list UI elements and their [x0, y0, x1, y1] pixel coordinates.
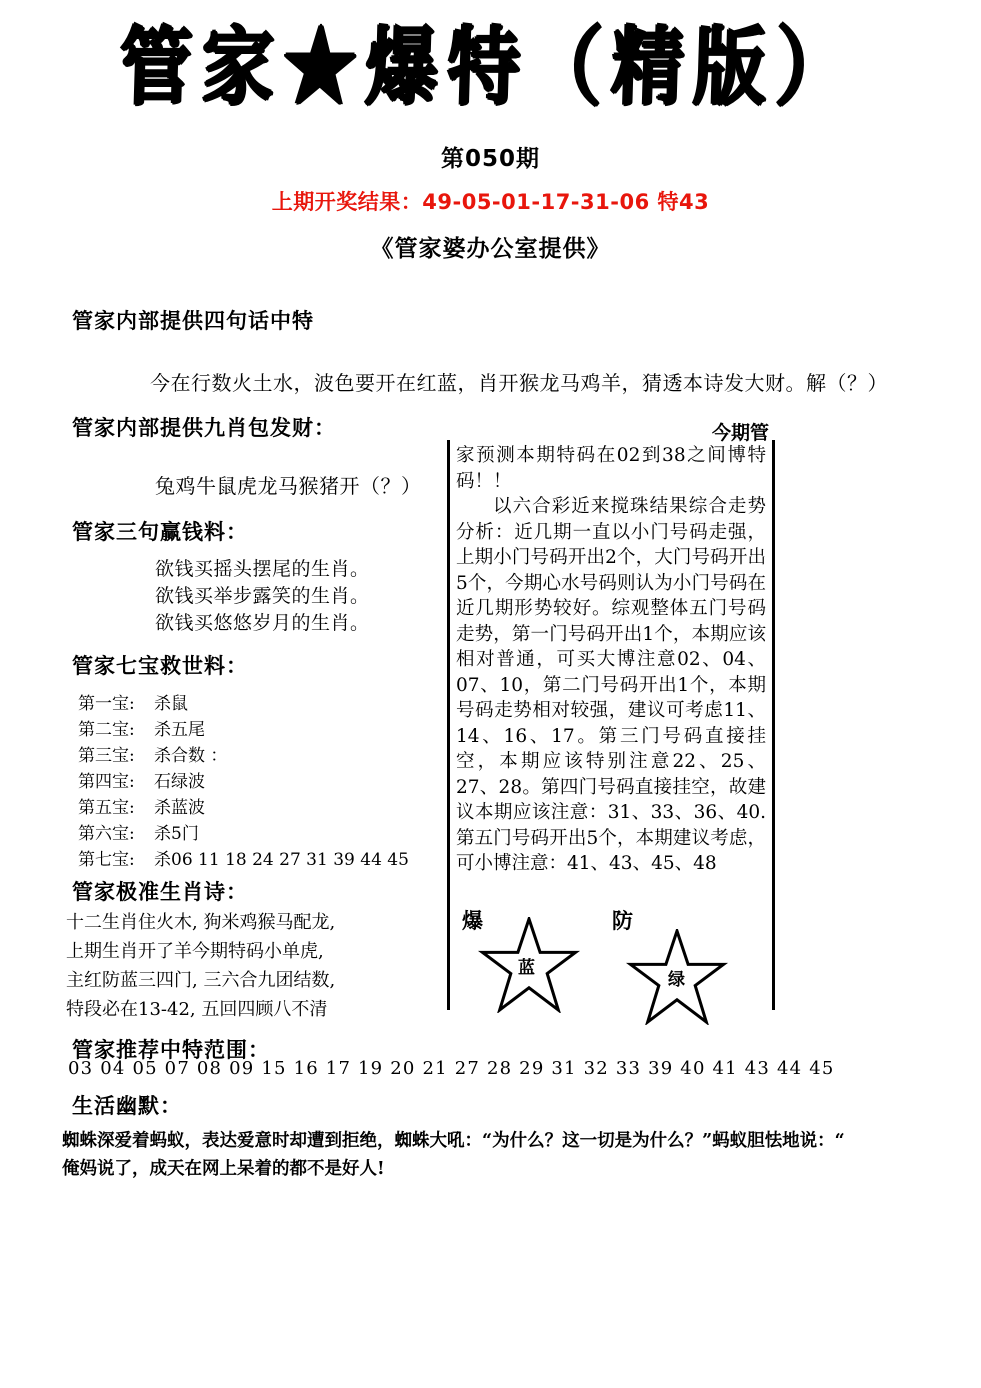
star-inner-label-blue: 蓝	[518, 958, 535, 978]
three-sentence-line: 欲钱买举步露笑的生肖。	[155, 585, 370, 607]
treasure-value: 杀06 11 18 24 27 31 39 44 45	[154, 850, 409, 870]
analysis-paragraph-2: 以六合彩近来搅珠结果综合走势分析：近几期一直以小门号码走强，上期小门号码开出2个，大门号码开出5个，今期心水号码则认为小门号码在近几期形势较好。综观整体五门号码走势，第一门号码开出1个，本期应该相对普通，可买大博注意02、04、07、10，第二门号码开出1个，本期号码走势相对较强，建议可考虑11、14、16、17。第三门号码直接挂空，本期应该特别注意22、25、27、28。第四门号码直接挂空，故建议本期应该注意：31、33、36、40. 第五门号码开出5个，本期建议考虑，可小博注意：41、43、45、48	[456, 496, 766, 874]
treasure-label: 第一宝:	[78, 694, 135, 714]
section-heading-humor: 生活幽默：	[72, 1093, 182, 1118]
treasure-row	[78, 793, 205, 818]
treasure-row	[78, 845, 409, 870]
analysis-paragraph-1: 家预测本期特码在02到38之间博特码！！	[456, 445, 766, 492]
treasure-label: 第六宝:	[78, 824, 135, 844]
section-heading-seven-treasure: 管家七宝救世料：	[72, 653, 248, 678]
zodiac-poem-line: 上期生肖开了羊今期特码小单虎,	[66, 941, 324, 962]
treasure-label: 第二宝:	[78, 720, 135, 740]
office-attribution: 《管家婆办公室提供》	[370, 235, 611, 262]
treasure-value: 杀五尾	[154, 720, 205, 740]
analysis-body	[452, 443, 770, 877]
treasure-row	[78, 767, 205, 792]
section-heading-recommend-range: 管家推荐中特范围：	[72, 1037, 270, 1062]
analysis-lead-text: 今期管	[711, 422, 769, 444]
masthead	[0, 16, 981, 117]
three-sentence-line: 欲钱买悠悠岁月的生肖。	[155, 612, 370, 634]
treasure-label: 第三宝:	[78, 746, 135, 766]
previous-draw-result: 上期开奖结果：49-05-01-17-31-06 特43	[271, 190, 710, 214]
treasure-row	[78, 715, 205, 740]
treasure-value: 杀5门	[154, 824, 199, 844]
star-label-fang: 防	[612, 908, 633, 933]
treasure-row	[78, 689, 188, 714]
treasure-row	[78, 741, 227, 766]
nine-zodiac-line: 兔鸡牛鼠虎龙马猴猪开（？）	[155, 474, 422, 498]
four-sentence-poem: 今在行数火土水，波色要开在红蓝，肖开猴龙马鸡羊，猜透本诗发大财。解（？）	[150, 371, 888, 395]
treasure-value: 杀合数 ：	[154, 746, 228, 766]
zodiac-poem-line: 特段必在13-42, 五回四顾八不清	[66, 999, 328, 1020]
three-sentence-line: 欲钱买摇头摆尾的生肖。	[155, 558, 370, 580]
treasure-label: 第七宝:	[78, 850, 135, 870]
treasure-value: 石绿波	[154, 772, 205, 792]
humor-line: 俺妈说了，成天在网上呆着的都不是好人!	[62, 1159, 385, 1179]
treasure-row	[78, 819, 199, 844]
issue-number: 第050期	[440, 146, 540, 172]
stars-graphic	[452, 903, 772, 1013]
treasure-value: 杀鼠	[154, 694, 188, 714]
zodiac-poem-line: 主红防蓝三四门, 三六合九团结数,	[66, 970, 336, 991]
section-heading-nine-zodiac: 管家内部提供九肖包发财：	[72, 415, 336, 440]
section-heading-zodiac-poem: 管家极准生肖诗：	[72, 879, 248, 904]
star-label-bao: 爆	[462, 908, 483, 933]
zodiac-poem-line: 十二生肖住火木, 狗米鸡猴马配龙,	[66, 912, 336, 933]
recommend-range-numbers: 03 04 05 07 08 09 15 16 17 19 20 21 27 28 29 31 32 33 39 40 41 43 44 45	[68, 1058, 835, 1079]
treasure-value: 杀蓝波	[154, 798, 205, 818]
page-title: 管家★爆特（精版）	[118, 16, 860, 117]
section-heading-three-sentence: 管家三句赢钱料：	[72, 519, 248, 544]
star-inner-label-green: 绿	[668, 970, 685, 990]
section-heading-four-sentence: 管家内部提供四句话中特	[72, 308, 314, 333]
humor-line: 蜘蛛深爱着蚂蚁，表达爱意时却遭到拒绝，蜘蛛大吼：“为什么？这一切是为什么？”蚂蚁胆怯地说：“	[62, 1131, 845, 1151]
treasure-label: 第五宝:	[78, 798, 135, 818]
treasure-label: 第四宝:	[78, 772, 135, 792]
